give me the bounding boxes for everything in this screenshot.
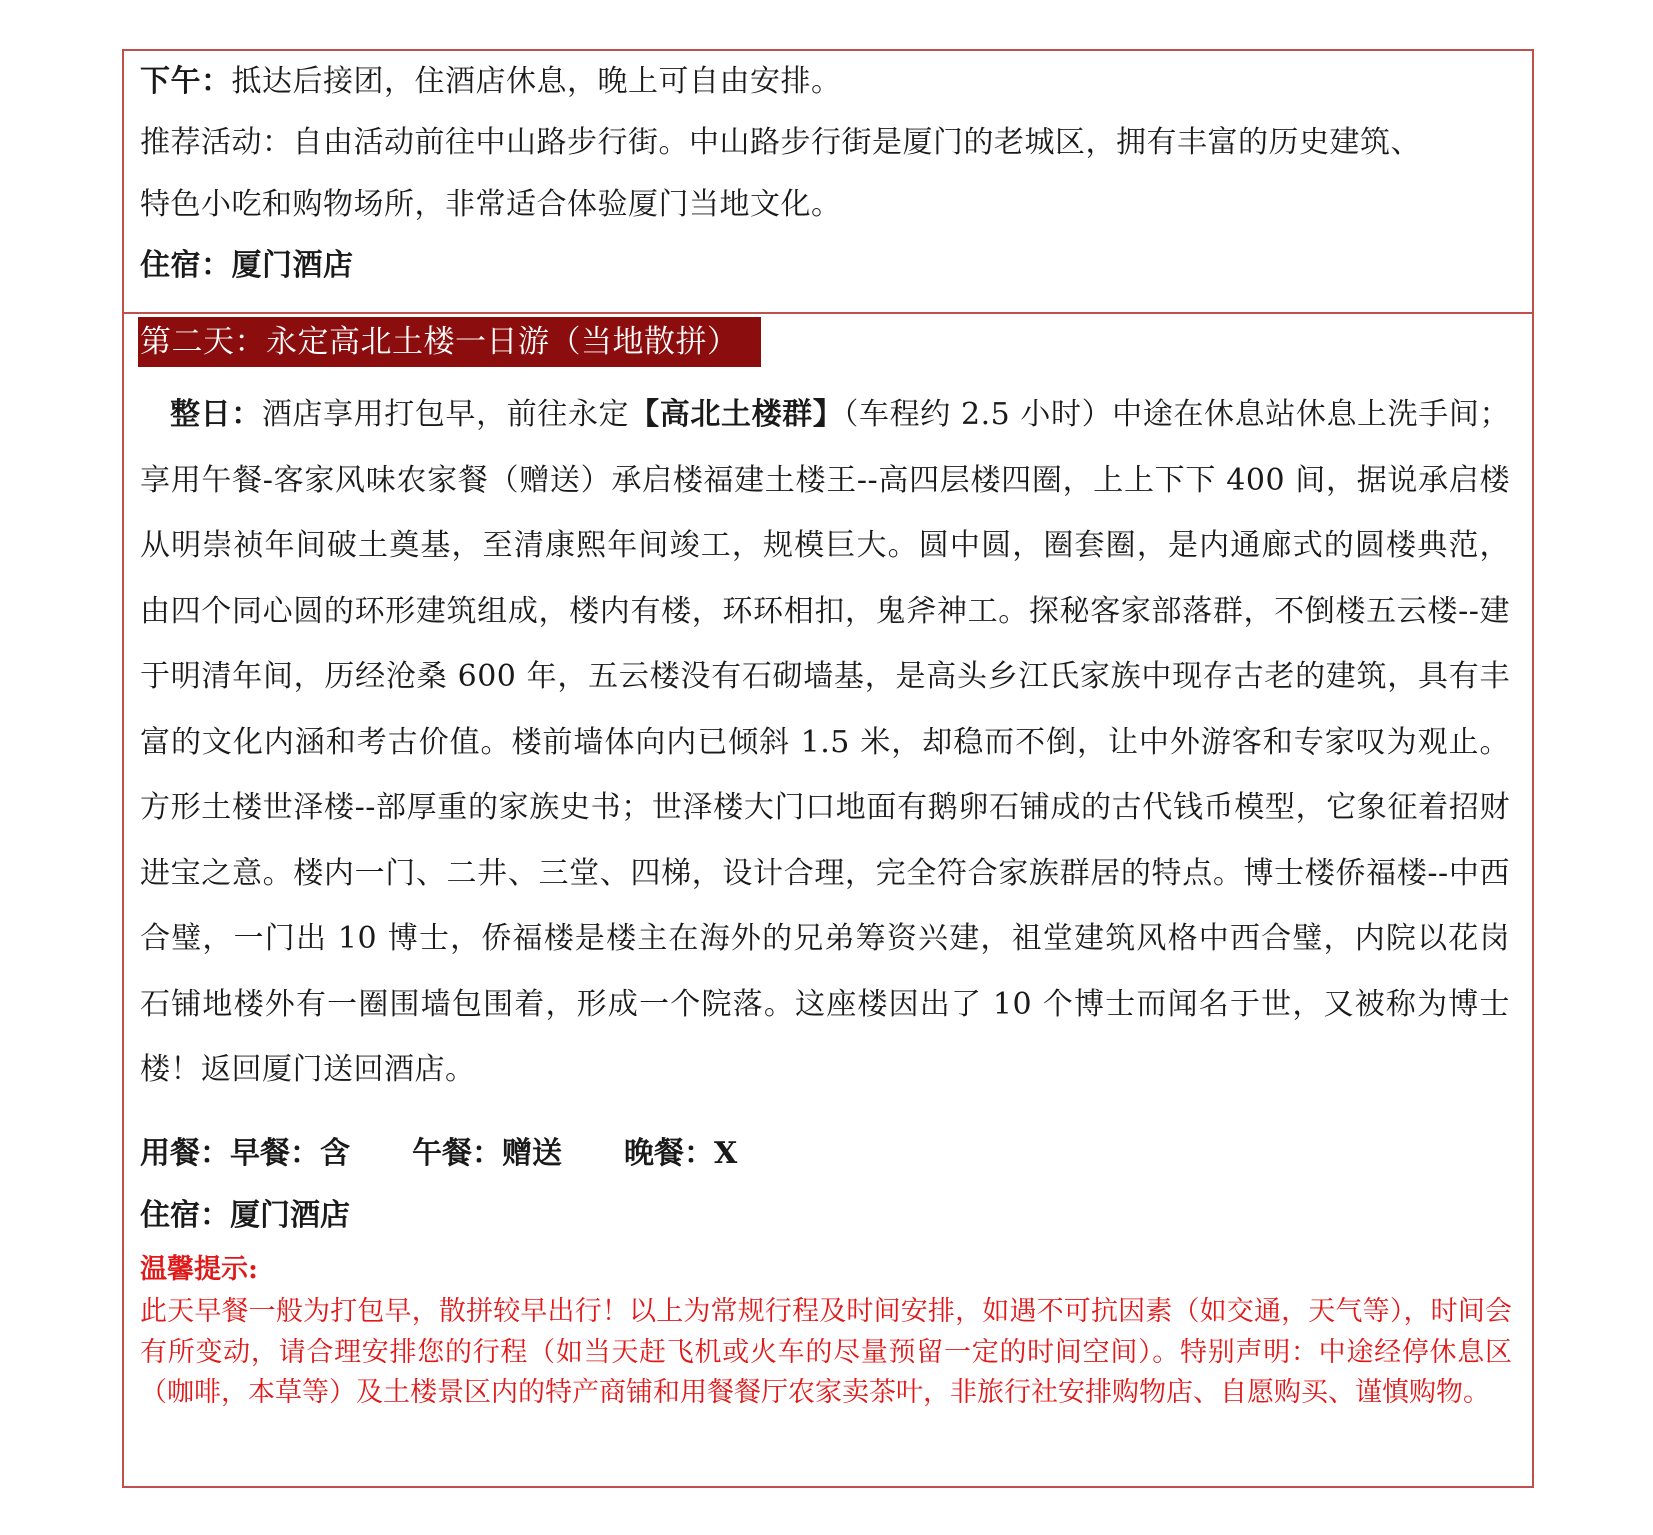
meals-line	[140, 1134, 737, 1174]
afternoon-text: 抵达后接团，住酒店休息，晚上可自由安排。	[231, 64, 842, 99]
day1-cell	[124, 51, 1532, 314]
day2-header: 第二天：永定高北土楼一日游（当地散拼）	[138, 317, 761, 367]
afternoon-label: 下午：	[140, 64, 232, 99]
meals-breakfast: 早餐：含	[230, 1136, 350, 1171]
para-part-1: 酒店享用打包早，前往永定	[261, 397, 630, 432]
tip-body: 此天早餐一般为打包早，散拼较早出行！以上为常规行程及时间安排，如遇不可抗因素（如交通，天气等），时间会有所变动，请合理安排您的行程（如当天赶飞机或火车的尽量预留一定的时间空间）。特别声明：中途经停休息区（咖啡，本草等）及土楼景区内的特产商铺和用餐餐厅农家卖茶叶，非旅行社安排购物店、自愿购买、谨慎购物。	[140, 1296, 1512, 1408]
recommend-line-1: 推荐活动：自由活动前往中山路步行街。中山路步行街是厦门的老城区，拥有丰富的历史建筑、	[140, 125, 1421, 160]
day2-description	[140, 382, 1510, 1103]
para-highlight: 【高北土楼群】	[629, 397, 844, 432]
afternoon-line	[140, 62, 842, 102]
itinerary-table	[122, 49, 1534, 1488]
day2-stay: 住宿：厦门酒店	[140, 1198, 350, 1233]
day2-cell	[124, 314, 1532, 1488]
tip-title: 温馨提示:	[140, 1254, 258, 1285]
recommend-line-2: 特色小吃和购物场所，非常适合体验厦门当地文化。	[140, 187, 842, 222]
para-part-2: （车程约 2.5 小时）中途在休息站休息上洗手间；享用午餐-客家风味农家餐（赠送）承启楼福建土楼王--高四层楼四圈，上上下下 400 间，据说承启楼从明崇祯年间破土奠基，至清康熙年间竣工，规模巨大。圆中圆，圈套圈，是内通廊式的圆楼典范，由四个同心圆的环形建筑组成，楼内有楼，环环相扣，鬼斧神工。探秘客家部落群，不倒楼五云楼--建于明清年间，历经沧桑 600 年，五云楼没有石砌墙基，是高头乡江氏家族中现存古老的建筑，具有丰富的文化内涵和考古价值。楼前墙体向内已倾斜 1.5 米，却稳而不倒，让中外游客和专家叹为观止。方形土楼世泽楼--部厚重的家族史书；世泽楼大门口地面有鹅卵石铺成的古代钱币模型，它象征着招财进宝之意。楼内一门、二井、三堂、四梯，设计合理，完全符合家族群居的特点。博士楼侨福楼--中西合璧，一门出 10 博士，侨福楼是楼主在海外的兄弟筹资兴建，祖堂建筑风格中西合璧，内院以花岗石铺地楼外有一圈围墙包围着，形成一个院落。这座楼因出了 10 个博士而闻名于世，又被称为博士楼！返回厦门送回酒店。	[140, 397, 1510, 1087]
meals-label: 用餐：	[140, 1136, 230, 1171]
day1-stay: 住宿：厦门酒店	[140, 248, 354, 283]
meals-lunch: 午餐：赠送	[412, 1136, 562, 1171]
all-day-label: 整日：	[170, 397, 262, 432]
meals-dinner: 晚餐：X	[624, 1136, 738, 1171]
